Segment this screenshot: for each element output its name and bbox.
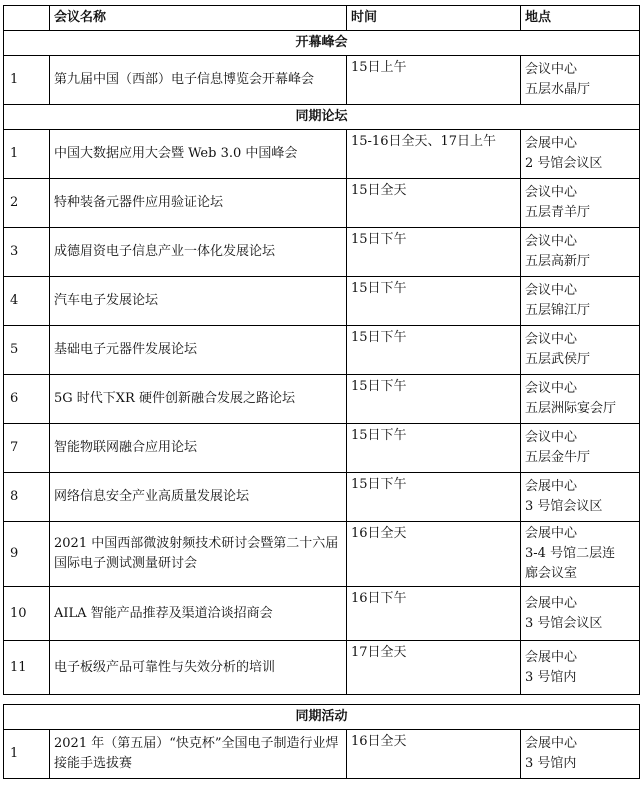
- forum-rows: [4, 130, 640, 695]
- row-number: 1: [4, 730, 50, 779]
- header-location: 地点: [521, 6, 640, 31]
- event-location: [521, 277, 640, 326]
- section-title-activities: 同期活动: [4, 705, 640, 730]
- row-number: 2: [4, 179, 50, 228]
- location-line: 会展中心: [525, 526, 578, 541]
- location-line: 3-4 号馆二层连: [525, 546, 616, 561]
- event-name: 中国大数据应用大会暨 Web 3.0 中国峰会: [50, 130, 347, 179]
- event-time: 15日下午: [347, 277, 521, 326]
- location-line: 五层水晶厅: [525, 82, 591, 97]
- event-name: AILA 智能产品推荐及渠道洽谈招商会: [50, 587, 347, 641]
- table-row: [4, 522, 640, 587]
- event-location: [521, 130, 640, 179]
- event-location: [521, 473, 640, 522]
- event-time: 16日下午: [347, 587, 521, 641]
- location-line: 会议中心: [525, 234, 578, 249]
- row-number: 5: [4, 326, 50, 375]
- row-number: 1: [4, 130, 50, 179]
- location-line: 会展中心: [525, 649, 578, 665]
- table-row: [4, 130, 640, 179]
- table-row: [4, 730, 640, 779]
- location-line: 会展中心: [525, 595, 578, 611]
- event-time: 15日上午: [347, 56, 521, 105]
- event-name: 成德眉资电子信息产业一体化发展论坛: [50, 228, 347, 277]
- event-name: 第九届中国（西部）电子信息博览会开幕峰会: [50, 56, 347, 105]
- location-line: 五层武侯厅: [525, 352, 591, 367]
- table-row: [4, 587, 640, 641]
- location-line: 会议中心: [525, 185, 578, 200]
- section-row-opening: [4, 31, 640, 56]
- location-line: 会议中心: [525, 381, 578, 396]
- table-row: [4, 473, 640, 522]
- row-number: 6: [4, 375, 50, 424]
- location-line: 会展中心: [525, 479, 578, 494]
- event-time: 15日下午: [347, 424, 521, 473]
- event-time: 16日全天: [347, 730, 521, 779]
- activity-table: [3, 704, 640, 779]
- table-row: [4, 277, 640, 326]
- event-time: 15日下午: [347, 326, 521, 375]
- event-name: 2021 中国西部微波射频技术研讨会暨第二十六届国际电子测试测量研讨会: [50, 522, 347, 587]
- event-name: 网络信息安全产业高质量发展论坛: [50, 473, 347, 522]
- event-name: 基础电子元器件发展论坛: [50, 326, 347, 375]
- event-location: [521, 522, 640, 587]
- event-location: [521, 326, 640, 375]
- section-row-forums: [4, 105, 640, 130]
- event-time: 15日下午: [347, 375, 521, 424]
- event-time: 17日全天: [347, 641, 521, 695]
- event-location: [521, 587, 640, 641]
- location-line: 五层金牛厅: [525, 450, 591, 465]
- event-time: 15日全天: [347, 179, 521, 228]
- event-location: [521, 375, 640, 424]
- row-number: 3: [4, 228, 50, 277]
- location-line: 廊会议室: [525, 566, 578, 581]
- event-time: 15-16日全天、17日上午: [347, 130, 521, 179]
- table-row: [4, 641, 640, 695]
- row-number: 1: [4, 56, 50, 105]
- event-location: [521, 228, 640, 277]
- event-name: 2021 年（第五届）“快克杯”全国电子制造行业焊接能手选拔赛: [50, 730, 347, 779]
- table-row: [4, 326, 640, 375]
- location-line: 会展中心: [525, 136, 578, 151]
- table-row: [4, 424, 640, 473]
- event-time: 15日下午: [347, 228, 521, 277]
- row-number: 10: [4, 587, 50, 641]
- row-number: 7: [4, 424, 50, 473]
- event-name: 电子板级产品可靠性与失效分析的培训: [50, 641, 347, 695]
- event-time: 15日下午: [347, 473, 521, 522]
- row-number: 9: [4, 522, 50, 587]
- header-row: [4, 6, 640, 31]
- event-name: 汽车电子发展论坛: [50, 277, 347, 326]
- event-location: [521, 56, 640, 105]
- header-number: [4, 6, 50, 31]
- event-location: [521, 730, 640, 779]
- event-name: 智能物联网融合应用论坛: [50, 424, 347, 473]
- location-line: 五层青羊厅: [525, 205, 591, 220]
- schedule-table: [3, 5, 640, 695]
- opening-rows: [4, 56, 640, 105]
- location-line: 会议中心: [525, 62, 578, 77]
- event-time: 16日全天: [347, 522, 521, 587]
- location-line: 五层洲际宴会厅: [525, 401, 617, 416]
- location-line: 3 号馆会议区: [525, 499, 603, 514]
- table-row: [4, 375, 640, 424]
- location-line: 会议中心: [525, 430, 578, 445]
- table-row: [4, 179, 640, 228]
- location-line: 会展中心: [525, 736, 578, 751]
- row-number: 4: [4, 277, 50, 326]
- event-location: [521, 424, 640, 473]
- location-line: 3 号馆内: [525, 669, 577, 685]
- event-location: [521, 641, 640, 695]
- location-line: 五层锦江厅: [525, 303, 591, 318]
- location-line: 会议中心: [525, 283, 578, 298]
- table-row: [4, 56, 640, 105]
- event-location: [521, 179, 640, 228]
- location-line: 3 号馆内: [525, 756, 577, 771]
- event-name: 5G 时代下XR 硬件创新融合发展之路论坛: [50, 375, 347, 424]
- section-title-opening: 开幕峰会: [4, 31, 640, 56]
- location-line: 2 号馆会议区: [525, 156, 603, 171]
- activity-rows: [4, 730, 640, 779]
- header-time: 时间: [347, 6, 521, 31]
- section-title-forums: 同期论坛: [4, 105, 640, 130]
- location-line: 五层高新厅: [525, 254, 591, 269]
- table-row: [4, 228, 640, 277]
- location-line: 会议中心: [525, 332, 578, 347]
- header-name: 会议名称: [50, 6, 347, 31]
- section-row-activities: [4, 705, 640, 730]
- row-number: 8: [4, 473, 50, 522]
- location-line: 3 号馆会议区: [525, 615, 603, 631]
- event-name: 特种装备元器件应用验证论坛: [50, 179, 347, 228]
- row-number: 11: [4, 641, 50, 695]
